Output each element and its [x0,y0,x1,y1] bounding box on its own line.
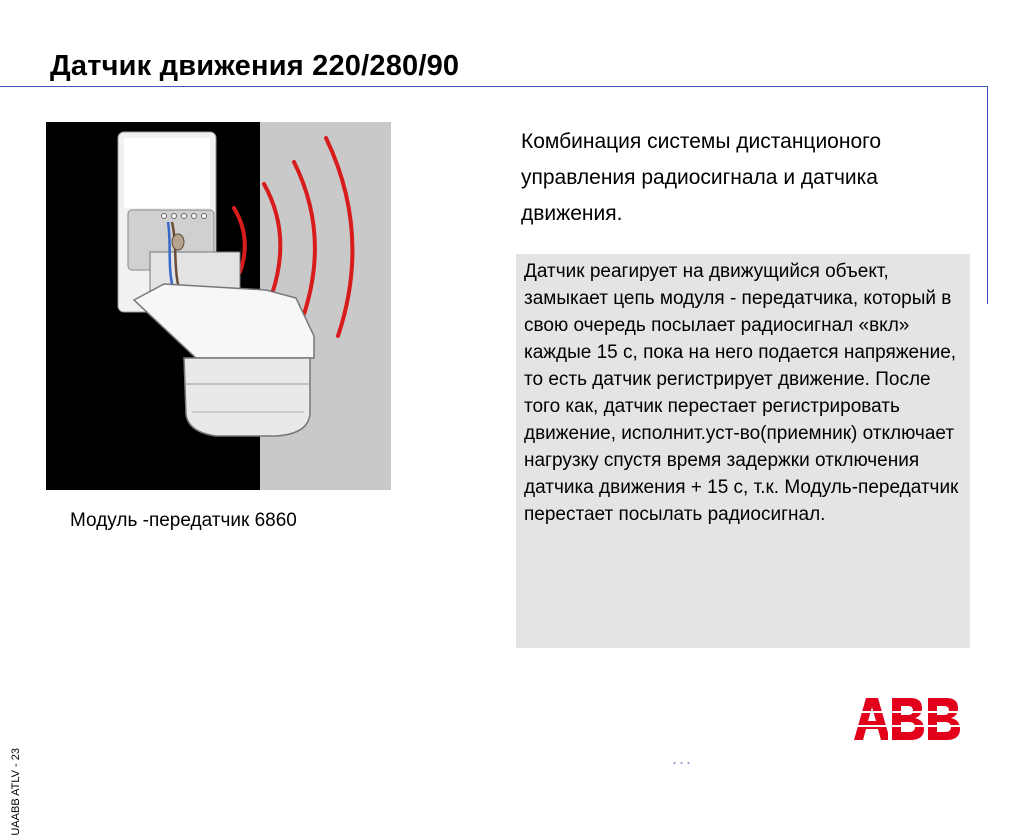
footer-id-text: UAABB ATLV - 23 [10,748,22,836]
title-divider-vertical [987,86,988,304]
title-divider [0,86,988,87]
image-caption: Модуль -передатчик 6860 [70,510,297,531]
description-panel [516,254,970,648]
more-indicator: ... [672,748,694,768]
sensor-photo [46,122,391,490]
slide-title: Датчик движения 220/280/90 [50,50,460,82]
abb-logo [852,698,964,740]
slide-footer-id [10,640,24,836]
intro-text: Комбинация системы дистанционого управления радиосигнала и датчика движения. [521,130,882,225]
description-text: Датчик реагирует на движущийся объект, замыкает цепь модуля - передатчика, который в свою очередь посылает радиосигнал «вкл» каждые 15 с, пока на него подается напряжение, то есть датчик регистрирует движение. После того как, датчик перестает регистрировать движение, исполнит.уст-во(приемник) отключает нагрузку спустя время задержки отключения датчика движения + 15 с, т.к. Модуль-передатчик перестает посылать радиосигнал. [524,261,959,525]
